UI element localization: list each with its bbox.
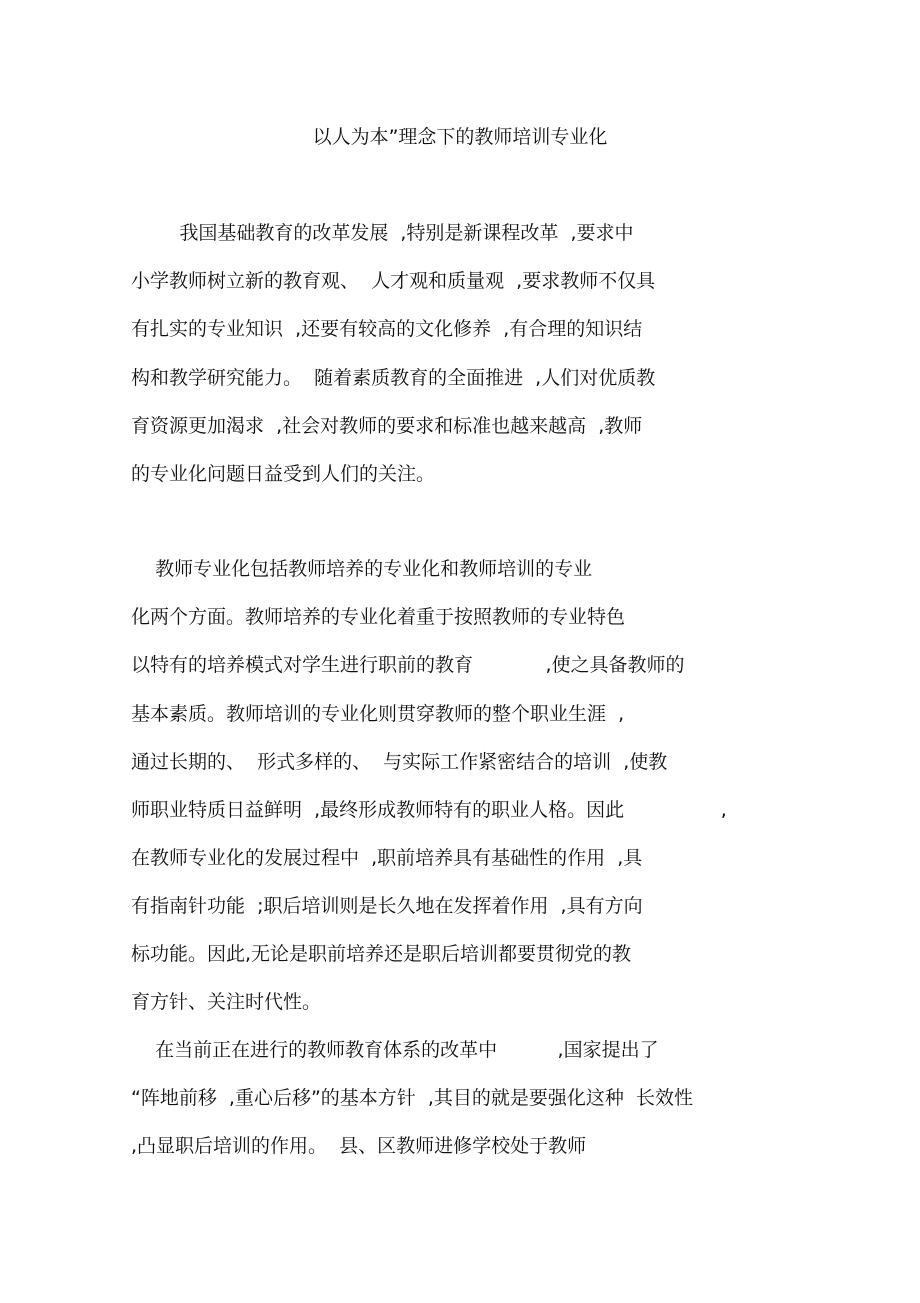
paragraph-2-line-3: 以特有的培养模式对学生进行职前的教育 ,使之具备教师的	[131, 654, 685, 676]
paragraph-3-line-1: 在当前正在进行的教师教育体系的改革中 ,国家提出了	[131, 1039, 659, 1061]
paragraph-2-line-9: 标功能。因此,无论是职前培养还是职后培训都要贯彻党的教	[131, 943, 632, 965]
paragraph-2-line-6: 师职业特质日益鲜明 ,最终形成教师特有的职业人格。因此 ,	[131, 799, 727, 821]
paragraph-3-line-3: ,凸显职后培训的作用。 县、区教师进修学校处于教师	[131, 1135, 587, 1157]
paragraph-2-line-4: 基本素质。教师培训的专业化则贯穿教师的整个职业生涯 ,	[131, 703, 625, 725]
paragraph-2-line-5: 通过长期的、 形式多样的、 与实际工作紧密结合的培训 ,使教	[131, 751, 668, 773]
paragraph-1-line-2: 小学教师树立新的教育观、 人才观和质量观 ,要求教师不仅具	[131, 270, 656, 292]
paragraph-2-line-1: 教师专业化包括教师培养的专业化和教师培训的专业	[131, 558, 593, 580]
paragraph-3-line-2: “阵地前移 ,重心后移”的基本方针 ,其目的就是要强化这种 长效性	[131, 1087, 694, 1109]
paragraph-1-line-4: 构和教学研究能力。 随着素质教育的全面推进 ,人们对优质教	[131, 367, 656, 389]
paragraph-2-line-10: 育方针、关注时代性。	[131, 991, 322, 1013]
paragraph-2-line-7: 在教师专业化的发展过程中 ,职前培养具有基础性的作用 ,具	[131, 847, 643, 869]
paragraph-1-line-6: 的专业化问题日益受到人们的关注。	[131, 463, 436, 485]
paragraph-1-line-5: 育资源更加渴求 ,社会对教师的要求和标准也越来越高 ,教师	[131, 415, 643, 437]
paragraph-2-line-2: 化两个方面。教师培养的专业化着重于按照教师的专业特色	[131, 606, 626, 628]
paragraph-1-line-1: 我国基础教育的改革发展 ,特别是新课程改革 ,要求中	[131, 222, 634, 244]
document-title: 以人为本”理念下的教师培训专业化	[312, 126, 608, 148]
paragraph-1-line-3: 有扎实的专业知识 ,还要有较高的文化修养 ,有合理的知识结	[131, 318, 643, 340]
paragraph-2-line-8: 有指南针功能 ;职后培训则是长久地在发挥着作用 ,具有方向	[131, 895, 643, 917]
